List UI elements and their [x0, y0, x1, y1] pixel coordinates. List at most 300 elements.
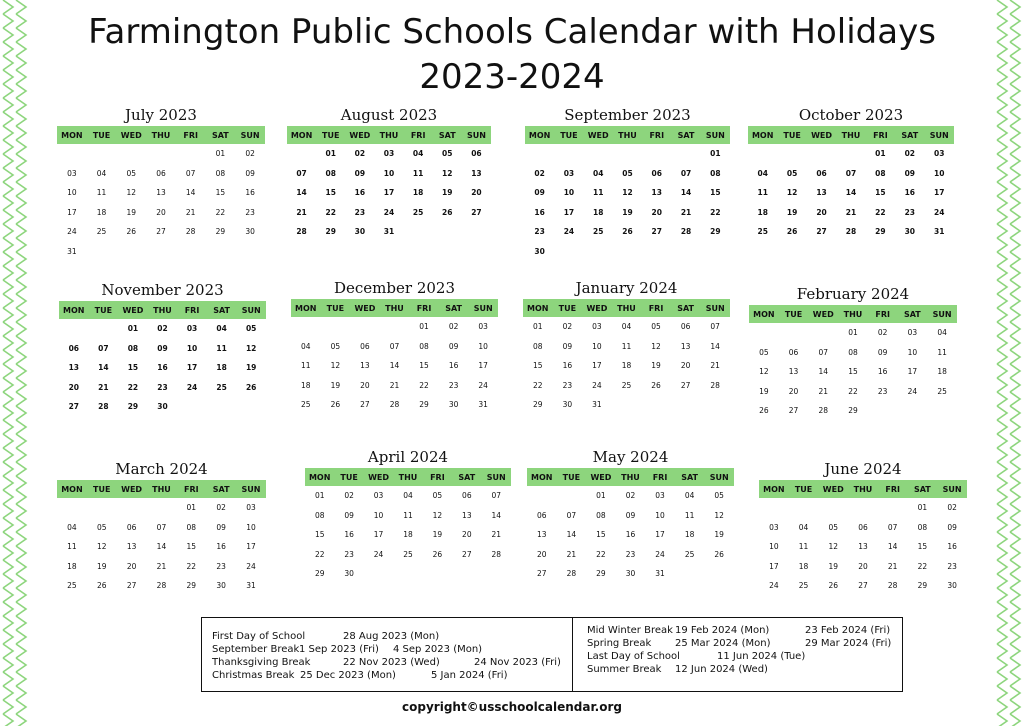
- day-cell: 23: [344, 549, 354, 559]
- week-row: [523, 356, 730, 376]
- day-cell: 24: [383, 207, 395, 217]
- day-cell: 19: [828, 561, 839, 571]
- zigzag-segment: [3, 154, 13, 168]
- zigzag-segment: [1010, 644, 1020, 658]
- zigzag-segment: [3, 378, 13, 392]
- zigzag-segment: [16, 504, 26, 518]
- day-cell: 19: [786, 207, 798, 217]
- zigzag-segment: [1010, 294, 1020, 308]
- zigzag-segment: [3, 210, 13, 224]
- day-cell: 21: [156, 561, 167, 571]
- zigzag-segment: [997, 140, 1007, 154]
- day-cell: 22: [215, 207, 226, 217]
- day-cell: 12: [828, 542, 839, 552]
- day-cell: 14: [98, 363, 109, 373]
- zigzag-segment: [997, 0, 1007, 14]
- day-cell: 17: [383, 188, 395, 198]
- zigzag-segment: [1010, 616, 1020, 630]
- holiday-start: 25 Mar 2024 (Mon): [675, 638, 771, 649]
- empty-day-cell: [87, 498, 117, 518]
- zigzag-segment: [1010, 280, 1020, 294]
- day-cell: 29: [917, 581, 928, 591]
- day-cell: 28: [156, 581, 167, 591]
- day-cell: 16: [534, 207, 545, 217]
- zigzag-segment: [997, 280, 1007, 294]
- day-cell: 24: [373, 549, 384, 559]
- zigzag-segment: [3, 196, 13, 210]
- left-zigzag-border: [0, 0, 30, 726]
- holiday-row: [202, 669, 572, 683]
- day-cell: 16: [344, 530, 354, 540]
- zigzag-segment: [16, 518, 26, 532]
- day-cell: 08: [875, 168, 886, 178]
- day-cell: 05: [622, 168, 633, 178]
- day-cell: 14: [710, 341, 720, 351]
- week-row: [57, 183, 265, 203]
- right-zigzag-border: [994, 0, 1024, 726]
- zigzag-segment: [3, 588, 13, 602]
- day-cell: 09: [534, 188, 545, 198]
- weekday-header: SUN: [482, 468, 511, 486]
- week-row: [749, 343, 957, 363]
- day-cell: 13: [471, 168, 482, 178]
- zigzag-segment: [1010, 350, 1020, 364]
- zigzag-segment: [3, 532, 13, 546]
- zigzag-segment: [997, 714, 1007, 726]
- weekday-header: SAT: [452, 468, 481, 486]
- day-cell: 01: [710, 149, 721, 159]
- day-cell: 03: [934, 149, 945, 159]
- day-cell: 26: [96, 581, 107, 591]
- zigzag-segment: [1010, 322, 1020, 336]
- day-cell: 04: [621, 322, 632, 332]
- day-cell: 21: [491, 530, 502, 540]
- zigzag-segment: [16, 112, 26, 126]
- zigzag-segment: [16, 252, 26, 266]
- day-cell: 19: [96, 561, 107, 571]
- day-cell: 31: [383, 227, 395, 237]
- empty-day-cell: [291, 317, 321, 337]
- day-cell: 31: [478, 400, 488, 410]
- day-cell: 06: [651, 168, 662, 178]
- day-cell: 30: [157, 402, 168, 412]
- weekday-header: WED: [350, 299, 380, 317]
- day-cell: 20: [816, 207, 827, 217]
- empty-day-cell: [557, 486, 587, 506]
- day-cell: 01: [533, 322, 543, 332]
- day-cell: 22: [314, 549, 325, 559]
- week-row: [57, 164, 265, 184]
- day-cell: 02: [354, 149, 366, 159]
- zigzag-segment: [16, 616, 26, 630]
- zigzag-segment: [3, 112, 13, 126]
- day-cell: 28: [680, 227, 692, 237]
- empty-day-cell: [462, 222, 491, 242]
- day-cell: 23: [354, 207, 366, 217]
- day-cell: 04: [592, 168, 604, 178]
- zigzag-segment: [16, 42, 26, 56]
- month-november-2023: [59, 279, 266, 417]
- day-cell: 22: [848, 386, 858, 396]
- empty-day-cell: [848, 498, 878, 518]
- zigzag-segment: [997, 266, 1007, 280]
- holiday-label: Last Day of School: [587, 651, 680, 662]
- day-cell: 22: [127, 382, 139, 392]
- empty-day-cell: [675, 564, 705, 584]
- zigzag-segment: [1010, 574, 1020, 588]
- empty-day-cell: [779, 323, 809, 343]
- day-cell: 31: [67, 246, 77, 256]
- day-cell: 21: [710, 361, 720, 371]
- zigzag-segment: [1010, 588, 1020, 602]
- day-cell: 08: [596, 510, 606, 520]
- day-cell: 10: [67, 188, 77, 198]
- zigzag-segment: [3, 546, 13, 560]
- day-cell: 24: [907, 386, 918, 396]
- day-cell: 16: [354, 188, 366, 198]
- day-cell: 24: [563, 227, 575, 237]
- weekday-header: TUE: [87, 480, 117, 498]
- day-cell: 29: [127, 402, 139, 412]
- day-cell: 05: [126, 168, 137, 178]
- weekday-header: WED: [116, 126, 146, 144]
- zigzag-segment: [997, 70, 1007, 84]
- day-cell: 03: [478, 322, 488, 332]
- zigzag-segment: [16, 308, 26, 322]
- zigzag-segment: [1010, 448, 1020, 462]
- weekday-header: SAT: [895, 126, 924, 144]
- weekday-header: TUE: [779, 305, 809, 323]
- day-cell: 20: [471, 188, 482, 198]
- weekday-header: TUE: [87, 126, 117, 144]
- day-cell: 22: [917, 561, 928, 571]
- day-cell: 03: [383, 149, 395, 159]
- day-cell: 30: [245, 227, 255, 237]
- week-row: [59, 319, 266, 339]
- day-cell: 18: [67, 561, 77, 571]
- day-cell: 16: [216, 542, 226, 552]
- holiday-legend-left: [202, 618, 573, 691]
- day-cell: 09: [625, 510, 636, 520]
- day-cell: 27: [462, 549, 472, 559]
- zigzag-segment: [3, 686, 13, 700]
- empty-day-cell: [642, 242, 671, 262]
- weekday-header-row: [57, 480, 266, 498]
- day-cell: 08: [186, 522, 197, 532]
- zigzag-segment: [16, 644, 26, 658]
- day-cell: 06: [816, 168, 827, 178]
- week-row: [527, 506, 734, 526]
- month-march-2024: [57, 458, 266, 596]
- zigzag-segment: [1010, 14, 1020, 28]
- weekday-header-row: [759, 480, 967, 498]
- zigzag-segment: [997, 434, 1007, 448]
- day-cell: 10: [592, 341, 602, 351]
- day-cell: 08: [419, 341, 429, 351]
- day-cell: 06: [471, 149, 482, 159]
- week-row: [525, 164, 730, 184]
- month-june-2024: [759, 458, 967, 596]
- weekday-header: WED: [118, 301, 148, 319]
- day-cell: 23: [625, 549, 636, 559]
- day-cell: 05: [432, 491, 443, 501]
- zigzag-segment: [1010, 84, 1020, 98]
- zigzag-segment: [16, 140, 26, 154]
- day-cell: 24: [186, 382, 198, 392]
- zigzag-segment: [1010, 140, 1020, 154]
- zigzag-segment: [997, 336, 1007, 350]
- month-title: October 2023: [798, 106, 904, 124]
- day-cell: 04: [301, 341, 311, 351]
- day-cell: 21: [887, 561, 898, 571]
- day-cell: 23: [245, 207, 255, 217]
- zigzag-segment: [1010, 392, 1020, 406]
- day-cell: 06: [462, 491, 472, 501]
- month-grid: [749, 305, 957, 421]
- zigzag-segment: [1010, 42, 1020, 56]
- zigzag-segment: [3, 14, 13, 28]
- day-cell: 04: [412, 149, 424, 159]
- day-cell: 05: [330, 341, 341, 351]
- day-cell: 13: [651, 188, 662, 198]
- day-cell: 10: [478, 341, 488, 351]
- day-cell: 20: [537, 549, 547, 559]
- day-cell: 16: [625, 530, 636, 540]
- zigzag-segment: [16, 224, 26, 238]
- copyright-text: copyright©usschoolcalendar.org: [402, 700, 622, 714]
- day-cell: 12: [330, 361, 341, 371]
- zigzag-segment: [1010, 210, 1020, 224]
- zigzag-segment: [3, 252, 13, 266]
- day-cell: 28: [887, 581, 898, 591]
- day-cell: 02: [448, 322, 459, 332]
- day-cell: 15: [325, 188, 336, 198]
- weekday-header: FRI: [642, 126, 671, 144]
- weekday-header: TUE: [334, 468, 363, 486]
- day-cell: 08: [215, 168, 226, 178]
- zigzag-segment: [997, 224, 1007, 238]
- day-cell: 11: [757, 188, 768, 198]
- weekday-header: WED: [818, 480, 848, 498]
- zigzag-segment: [997, 238, 1007, 252]
- zigzag-segment: [1010, 0, 1020, 14]
- day-cell: 21: [566, 549, 577, 559]
- day-cell: 06: [858, 522, 868, 532]
- zigzag-segment: [3, 504, 13, 518]
- holiday-end: 4 Sep 2023 (Mon): [393, 644, 483, 655]
- holiday-label: September Break: [212, 644, 300, 655]
- week-row: [59, 378, 266, 398]
- day-cell: 26: [759, 406, 769, 416]
- month-title: February 2024: [796, 285, 910, 303]
- day-cell: 23: [877, 386, 888, 396]
- weekday-header: THU: [613, 126, 642, 144]
- day-cell: 16: [562, 361, 573, 371]
- week-row: [759, 537, 967, 557]
- zigzag-segment: [3, 490, 13, 504]
- weekday-header: SAT: [433, 126, 462, 144]
- day-cell: 16: [245, 188, 255, 198]
- day-cell: 09: [904, 168, 916, 178]
- empty-day-cell: [393, 564, 422, 584]
- day-cell: 24: [655, 549, 665, 559]
- zigzag-segment: [16, 28, 26, 42]
- day-cell: 09: [216, 522, 226, 532]
- zigzag-segment: [997, 196, 1007, 210]
- month-title: November 2023: [101, 281, 224, 299]
- zigzag-segment: [997, 546, 1007, 560]
- zigzag-segment: [997, 588, 1007, 602]
- day-cell: 19: [651, 361, 661, 371]
- week-row: [57, 498, 266, 518]
- holiday-row: [202, 630, 572, 644]
- weekday-header: MON: [57, 126, 87, 144]
- empty-day-cell: [759, 498, 789, 518]
- weekday-header: SUN: [700, 299, 730, 317]
- weekday-header: TUE: [553, 299, 583, 317]
- empty-day-cell: [116, 144, 146, 164]
- day-cell: 25: [621, 380, 632, 390]
- empty-day-cell: [704, 564, 734, 584]
- day-cell: 20: [360, 380, 370, 390]
- weekday-header: SUN: [701, 126, 730, 144]
- zigzag-segment: [3, 56, 13, 70]
- zigzag-segment: [997, 168, 1007, 182]
- day-cell: 09: [947, 522, 957, 532]
- day-cell: 13: [858, 542, 868, 552]
- holiday-row: [202, 656, 572, 670]
- empty-day-cell: [482, 564, 511, 584]
- zigzag-segment: [997, 602, 1007, 616]
- day-cell: 27: [126, 581, 137, 591]
- day-cell: 29: [596, 569, 606, 579]
- empty-day-cell: [671, 242, 700, 262]
- weekday-header: MON: [287, 126, 316, 144]
- zigzag-segment: [1010, 112, 1020, 126]
- weekday-header: WED: [586, 468, 616, 486]
- day-cell: 13: [126, 542, 137, 552]
- day-cell: 27: [156, 227, 166, 237]
- day-cell: 10: [769, 542, 779, 552]
- day-cell: 18: [621, 361, 632, 371]
- weekday-header: WED: [807, 126, 836, 144]
- weekday-header: TUE: [789, 480, 819, 498]
- zigzag-segment: [16, 0, 26, 14]
- holiday-label: Thanksgiving Break: [212, 657, 311, 668]
- holiday-start: 22 Nov 2023 (Wed): [343, 657, 440, 668]
- empty-day-cell: [554, 144, 583, 164]
- day-cell: 07: [710, 322, 720, 332]
- day-cell: 29: [848, 406, 858, 416]
- zigzag-segment: [3, 476, 13, 490]
- day-cell: 06: [156, 168, 166, 178]
- zigzag-segment: [1010, 126, 1020, 140]
- zigzag-segment: [3, 140, 13, 154]
- day-cell: 19: [714, 530, 724, 540]
- day-cell: 15: [848, 367, 858, 377]
- day-cell: 04: [937, 328, 947, 338]
- weekday-header: WED: [582, 299, 612, 317]
- day-cell: 26: [651, 380, 661, 390]
- day-cell: 01: [419, 322, 429, 332]
- day-cell: 21: [185, 207, 196, 217]
- day-cell: 20: [858, 561, 868, 571]
- week-row: [59, 339, 266, 359]
- month-title: May 2024: [592, 448, 669, 466]
- day-cell: 04: [67, 522, 77, 532]
- zigzag-segment: [997, 616, 1007, 630]
- weekday-header-row: [527, 468, 734, 486]
- weekday-header: MON: [305, 468, 334, 486]
- holiday-end: 5 Jan 2024 (Fri): [431, 670, 508, 681]
- zigzag-segment: [3, 70, 13, 84]
- zigzag-segment: [997, 182, 1007, 196]
- zigzag-segment: [16, 560, 26, 574]
- day-cell: 18: [798, 561, 809, 571]
- day-cell: 03: [246, 503, 256, 513]
- zigzag-segment: [997, 476, 1007, 490]
- zigzag-segment: [16, 84, 26, 98]
- month-grid: [305, 468, 511, 584]
- empty-day-cell: [613, 144, 642, 164]
- weekday-header: FRI: [177, 301, 207, 319]
- day-cell: 18: [592, 207, 604, 217]
- day-cell: 09: [344, 510, 354, 520]
- day-cell: 19: [432, 530, 443, 540]
- day-cell: 16: [157, 363, 168, 373]
- zigzag-segment: [3, 518, 13, 532]
- day-cell: 09: [877, 347, 888, 357]
- day-cell: 17: [655, 530, 665, 540]
- zigzag-segment: [1010, 658, 1020, 672]
- day-cell: 12: [442, 168, 453, 178]
- week-row: [57, 518, 266, 538]
- zigzag-segment: [3, 336, 13, 350]
- day-cell: 22: [875, 207, 886, 217]
- day-cell: 24: [67, 227, 77, 237]
- zigzag-segment: [1010, 518, 1020, 532]
- weekday-header: SUN: [236, 301, 266, 319]
- weekday-header: FRI: [641, 299, 671, 317]
- zigzag-segment: [997, 308, 1007, 322]
- day-cell: 04: [684, 491, 695, 501]
- empty-day-cell: [146, 242, 176, 262]
- weekday-header: TUE: [89, 301, 119, 319]
- week-row: [57, 203, 265, 223]
- week-row: [57, 242, 265, 262]
- day-cell: 07: [156, 522, 167, 532]
- weekday-header: MON: [748, 126, 777, 144]
- day-cell: 01: [215, 149, 226, 159]
- day-cell: 31: [934, 227, 945, 237]
- zigzag-segment: [997, 252, 1007, 266]
- day-cell: 07: [296, 168, 307, 178]
- day-cell: 25: [301, 400, 311, 410]
- zigzag-segment: [1010, 70, 1020, 84]
- empty-day-cell: [321, 317, 351, 337]
- zigzag-segment: [3, 602, 13, 616]
- empty-day-cell: [236, 397, 266, 417]
- zigzag-segment: [16, 672, 26, 686]
- zigzag-segment: [3, 84, 13, 98]
- day-cell: 28: [491, 549, 502, 559]
- day-cell: 01: [314, 491, 325, 501]
- day-cell: 20: [68, 382, 79, 392]
- day-cell: 17: [907, 367, 918, 377]
- week-row: [749, 382, 957, 402]
- day-cell: 02: [344, 491, 354, 501]
- day-cell: 05: [96, 522, 107, 532]
